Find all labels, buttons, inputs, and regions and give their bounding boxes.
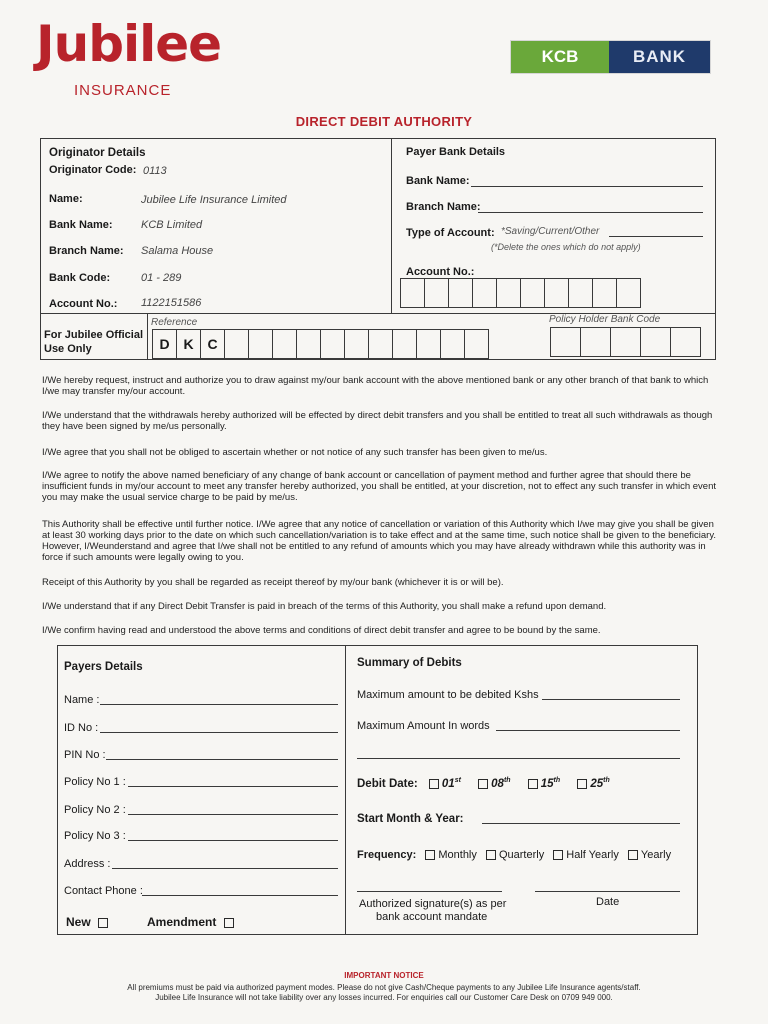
account-cell[interactable] <box>400 278 425 308</box>
checkbox-icon[interactable] <box>528 779 538 789</box>
account-cell[interactable] <box>568 278 593 308</box>
payer-bank-name-field[interactable] <box>471 186 703 187</box>
details-box <box>40 138 716 360</box>
bank-code-cell[interactable] <box>550 327 581 357</box>
kcb-bank-logo <box>511 41 710 73</box>
originator-heading: Originator Details <box>49 147 146 159</box>
payer-account-cells[interactable] <box>401 278 641 308</box>
debit-date-option-3[interactable]: 15th <box>528 778 560 790</box>
max-words-field[interactable] <box>496 730 680 731</box>
checkbox-icon[interactable] <box>577 779 587 789</box>
reference-cells[interactable] <box>153 329 489 359</box>
signature-label-line1: Authorized signature(s) as per <box>359 898 507 910</box>
official-use-label-line1: For Jubilee Official <box>44 329 144 341</box>
checkbox-icon[interactable] <box>425 850 435 860</box>
originator-code-label: Originator Code: <box>49 164 137 176</box>
max-words-label: Maximum Amount In words <box>357 720 490 732</box>
debit-date-option-2[interactable]: 08th <box>478 778 510 790</box>
contact-phone-field[interactable] <box>142 895 338 896</box>
reference-cell[interactable] <box>320 329 345 359</box>
reference-cell[interactable] <box>392 329 417 359</box>
reference-cell[interactable] <box>344 329 369 359</box>
new-checkbox[interactable] <box>98 918 108 928</box>
contact-phone-label: Contact Phone : <box>64 885 143 897</box>
reference-letter-cell: C <box>200 329 225 359</box>
originator-bankcode-value: 01 - 289 <box>141 272 182 284</box>
payer-pin-field[interactable] <box>106 759 338 760</box>
account-cell[interactable] <box>424 278 449 308</box>
debit-date-group <box>357 777 610 790</box>
frequency-option-monthly[interactable]: Monthly <box>425 849 477 861</box>
reference-cell[interactable] <box>464 329 489 359</box>
reference-cell[interactable] <box>368 329 393 359</box>
max-amount-label: Maximum amount to be debited Kshs <box>357 689 539 701</box>
policy-holder-bank-code-cells[interactable] <box>551 327 701 357</box>
terms-paragraph: I/We understand that if any Direct Debit Transfer is paid in breach of the terms of this Authority, you shall make a refund upon demand. <box>42 601 607 612</box>
new-option[interactable] <box>66 915 111 929</box>
policy-3-field[interactable] <box>128 840 338 841</box>
official-use-label-line2: Use Only <box>44 343 92 355</box>
bank-code-cell[interactable] <box>610 327 641 357</box>
payer-bank-name-label: Bank Name: <box>406 175 470 187</box>
terms-paragraph: This Authority shall be effective until further notice. I/We agree that any notice of cancellation or variation of this Authority which I/we may give you shall be given at least 30 working days prior to the date on which such cancellation/variation is to take effect and at the same time, such notice shall be given to the beneficiary. However, I/Weunderstand and agree that I/we shall not be entitled to any refund of amounts which you may have already withdrawn while this authority was in force if such amounts were legally owing to you. <box>42 519 717 563</box>
bank-code-cell[interactable] <box>580 327 611 357</box>
reference-cell[interactable] <box>272 329 297 359</box>
signature-label-line2: bank account mandate <box>376 911 488 923</box>
frequency-label: Frequency: <box>357 849 417 861</box>
reference-cell[interactable] <box>248 329 273 359</box>
payer-name-field[interactable] <box>100 704 338 705</box>
date-field[interactable] <box>535 891 680 892</box>
payer-account-type-label: Type of Account: <box>406 227 495 239</box>
jubilee-logo: Jubilee <box>36 15 222 73</box>
policy-3-label: Policy No 3 : <box>64 830 126 842</box>
jubilee-logo-subtitle: INSURANCE <box>74 82 172 99</box>
policy-2-field[interactable] <box>128 814 338 815</box>
payer-account-type-field[interactable] <box>609 236 703 237</box>
reference-letter-cell: K <box>176 329 201 359</box>
frequency-option-quarterly[interactable]: Quarterly <box>486 849 544 861</box>
address-label: Address : <box>64 858 111 870</box>
summary-heading: Summary of Debits <box>357 657 462 669</box>
bank-logo-text: BANK <box>609 41 710 73</box>
reference-cell[interactable] <box>224 329 249 359</box>
frequency-option-half-yearly[interactable]: Half Yearly <box>553 849 619 861</box>
frequency-option-yearly[interactable]: Yearly <box>628 849 671 861</box>
payer-account-label: Account No.: <box>406 266 475 278</box>
debit-date-option-4[interactable]: 25th <box>577 778 609 790</box>
frequency-group <box>357 849 671 861</box>
originator-bankcode-label: Bank Code: <box>49 272 111 284</box>
account-cell[interactable] <box>592 278 617 308</box>
bank-code-cell[interactable] <box>640 327 671 357</box>
payer-bank-heading: Payer Bank Details <box>406 146 506 158</box>
policy-1-label: Policy No 1 : <box>64 776 126 788</box>
important-notice-line2: Jubilee Life Insurance will not take liability over any losses incurred. For enquiries call our Customer Care Desk on 0709 949 000. <box>155 993 613 1002</box>
amendment-checkbox[interactable] <box>224 918 234 928</box>
reference-label: Reference <box>151 317 198 328</box>
date-label: Date <box>596 896 620 908</box>
signature-field[interactable] <box>357 891 502 892</box>
checkbox-icon[interactable] <box>486 850 496 860</box>
policy-holder-bank-code-label: Policy Holder Bank Code <box>549 314 661 325</box>
payer-account-type-options: *Saving/Current/Other <box>501 226 600 237</box>
policy-2-label: Policy No 2 : <box>64 804 126 816</box>
terms-paragraph: I/We confirm having read and understood the above terms and conditions of direct debit transfer and agree to be bound by the same. <box>42 625 601 636</box>
originator-account-label: Account No.: <box>49 298 118 310</box>
account-cell[interactable] <box>448 278 473 308</box>
originator-name-value: Jubilee Life Insurance Limited <box>141 194 287 206</box>
account-cell[interactable] <box>520 278 545 308</box>
policy-1-field[interactable] <box>128 786 338 787</box>
amendment-option[interactable] <box>147 915 237 929</box>
payer-branch-name-field[interactable] <box>478 212 703 213</box>
originator-account-value: 1122151586 <box>141 297 202 309</box>
start-month-label: Start Month & Year: <box>357 813 464 825</box>
reference-letter-cell: D <box>152 329 177 359</box>
originator-bank-value: KCB Limited <box>141 219 203 231</box>
debit-date-label: Debit Date: <box>357 777 418 790</box>
account-cell[interactable] <box>472 278 497 308</box>
max-words-field-line2[interactable] <box>357 758 680 759</box>
form-title: DIRECT DEBIT AUTHORITY <box>295 114 473 129</box>
payer-summary-box <box>57 645 698 935</box>
max-amount-field[interactable] <box>542 699 680 700</box>
payer-branch-name-label: Branch Name: <box>406 201 481 213</box>
originator-bank-label: Bank Name: <box>49 219 113 231</box>
start-month-field[interactable] <box>482 823 680 824</box>
terms-paragraph: I/We agree that you shall not be obliged to ascertain whether or not notice of any such transfer has been given to me/us. <box>42 447 548 458</box>
amendment-label: Amendment <box>147 915 217 929</box>
payer-account-type-note: (*Delete the ones which do not apply) <box>491 242 641 252</box>
terms-paragraph: I/We agree to notify the above named beneficiary of any change of bank account or cancellation of payment method and further agree that should there be insufficient funds in my/our account to meet any transfer hereby authorized, you shall be entitled, at your discretion, not to effect any such transfer in which event you may make the usual service charge to be paid by me/us. <box>42 470 716 503</box>
originator-code-value: 0113 <box>143 165 167 177</box>
terms-paragraph: I/We understand that the withdrawals hereby authorized will be effected by direct debit transfers and you shall be entitled to treat all such withdrawals as though they have been signed by me/us personally. <box>42 410 713 432</box>
originator-branch-value: Salama House <box>141 245 214 257</box>
important-notice-title: IMPORTANT NOTICE <box>344 971 424 980</box>
checkbox-icon[interactable] <box>628 850 638 860</box>
bank-code-cell[interactable] <box>670 327 701 357</box>
payer-id-field[interactable] <box>100 732 338 733</box>
account-cell[interactable] <box>544 278 569 308</box>
reference-cell[interactable] <box>440 329 465 359</box>
originator-branch-label: Branch Name: <box>49 245 124 257</box>
kcb-logo-text: KCB <box>511 41 609 73</box>
debit-date-option-1[interactable]: 01st <box>429 778 461 790</box>
important-notice-line1: All premiums must be paid via authorized payment modes. Please do not give Cash/Cheque payments to any Jubilee Life Insurance agents/staff. <box>127 983 641 992</box>
payer-name-label: Name : <box>64 694 100 706</box>
checkbox-icon[interactable] <box>553 850 563 860</box>
terms-paragraph: Receipt of this Authority by you shall be regarded as receipt thereof by my/our bank (whichever it is or will be). <box>42 577 504 588</box>
checkbox-icon[interactable] <box>478 779 488 789</box>
terms-paragraph: I/We hereby request, instruct and authorize you to draw against my/our bank account with the above mentioned bank or any other branch of that bank to which I/we may transfer my/our account. <box>42 375 709 397</box>
account-cell[interactable] <box>616 278 641 308</box>
reference-cell[interactable] <box>416 329 441 359</box>
originator-name-label: Name: <box>49 193 83 205</box>
account-cell[interactable] <box>496 278 521 308</box>
new-label: New <box>66 915 91 929</box>
payers-details-heading: Payers Details <box>64 661 143 673</box>
address-field[interactable] <box>112 868 338 869</box>
payer-pin-label: PIN No : <box>64 749 106 761</box>
checkbox-icon[interactable] <box>429 779 439 789</box>
reference-cell[interactable] <box>296 329 321 359</box>
payer-id-label: ID No : <box>64 722 99 734</box>
